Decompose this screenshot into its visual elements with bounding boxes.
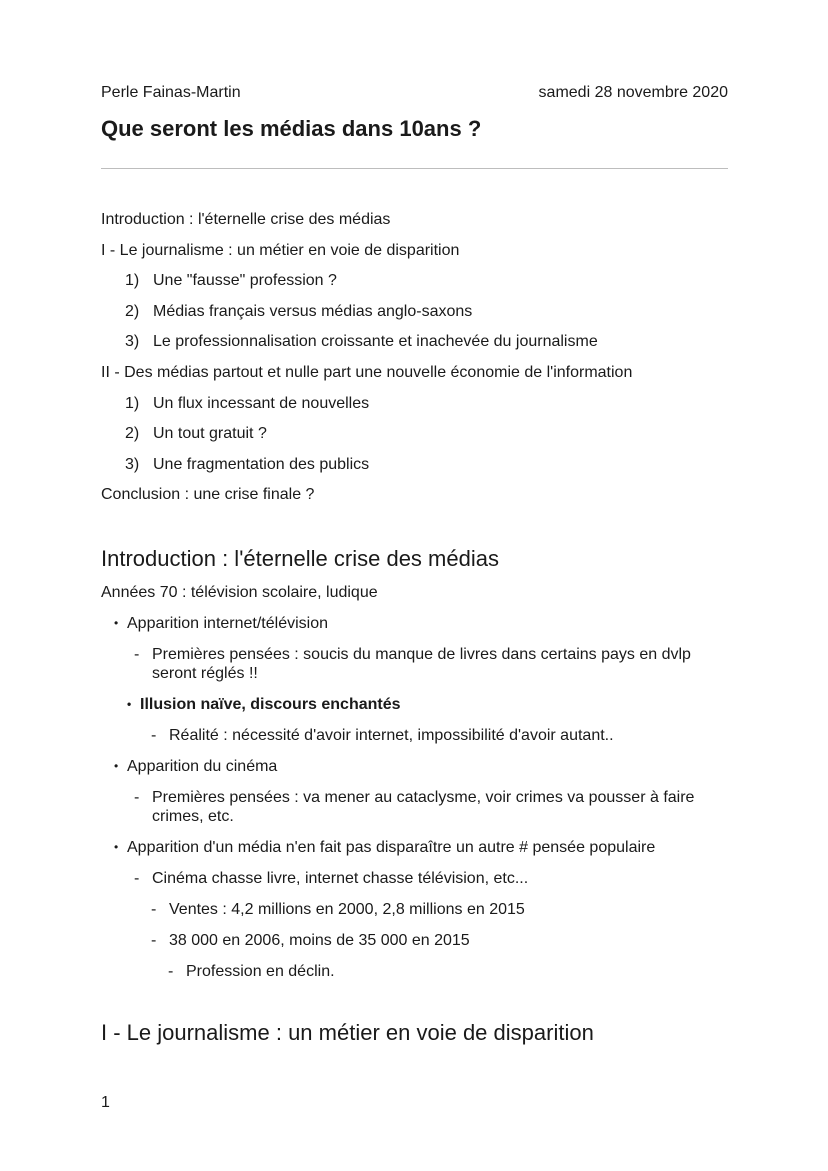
toc-item <box>101 455 728 486</box>
dash-item: - Cinéma chasse livre, internet chasse télévision, etc... <box>152 869 728 888</box>
bullet-item: • Apparition internet/télévision <box>127 614 728 633</box>
toc-part-1: I - Le journalisme : un métier en voie de disparition <box>101 241 460 259</box>
document-date: samedi 28 novembre 2020 <box>538 84 728 101</box>
document-title: Que seront les médias dans 10ans ? <box>101 116 482 141</box>
toc-item <box>101 424 728 455</box>
intro-heading: Introduction : l'éternelle crise des médias <box>101 546 499 571</box>
dash-item-continuation: crimes, etc. <box>152 808 234 825</box>
toc-item <box>101 332 728 363</box>
toc-intro: Introduction : l'éternelle crise des médias <box>101 211 391 228</box>
dash-item: - Profession en déclin. <box>186 962 728 981</box>
intro-section <box>101 546 728 980</box>
bullet-item: • Apparition d'un média n'en fait pas disparaître un autre # pensée populaire <box>127 838 728 857</box>
intro-body <box>101 583 728 981</box>
section-1 <box>101 1020 728 1046</box>
horizontal-divider <box>101 168 728 169</box>
dash-item-continuation: seront réglés !! <box>152 665 258 682</box>
toc-item-number: 3) <box>125 455 140 473</box>
page-number: 1 <box>101 1094 110 1111</box>
toc-item-text: Le professionnalisation croissante et inachevée du journalisme <box>153 333 598 351</box>
section-1-heading: I - Le journalisme : un métier en voie de disparition <box>101 1020 594 1045</box>
toc-conclusion: Conclusion : une crise finale ? <box>101 486 315 504</box>
dash-item: - Ventes : 4,2 millions en 2000, 2,8 millions en 2015 <box>169 900 728 919</box>
toc-item-number: 1) <box>125 272 140 290</box>
toc-item-text: Médias français versus médias anglo-saxons <box>153 302 473 320</box>
toc-item-number: 2) <box>125 425 140 443</box>
toc-item-number: 1) <box>125 394 140 412</box>
dash-item: - Réalité : nécessité d'avoir internet, impossibilité d'avoir autant.. <box>169 726 728 745</box>
toc-item <box>101 302 728 333</box>
intro-years-line: Années 70 : télévision scolaire, ludique <box>101 584 378 601</box>
dash-item-line: Premières pensées : soucis du manque de livres dans certains pays en dvlp <box>152 646 691 663</box>
toc-item-text: Un flux incessant de nouvelles <box>153 394 370 412</box>
author-name: Perle Fainas-Martin <box>101 84 241 101</box>
toc-item-text: Un tout gratuit ? <box>153 425 267 443</box>
toc-item <box>101 271 728 302</box>
dash-item <box>152 645 728 664</box>
toc-item-text: Une fragmentation des publics <box>153 455 370 473</box>
toc-item-text: Une "fausse" profession ? <box>153 272 337 290</box>
dash-item: - 38 000 en 2006, moins de 35 000 en 2015 <box>169 931 728 950</box>
toc-item-number: 3) <box>125 333 140 351</box>
toc-item-number: 2) <box>125 302 140 320</box>
bullet-item-bold: • Illusion naïve, discours enchantés <box>140 695 728 714</box>
toc-part-2: II - Des médias partout et nulle part une nouvelle économie de l'information <box>101 363 633 381</box>
toc-item <box>101 394 728 425</box>
dash-item: - Premières pensées : va mener au cataclysme, voir crimes va pousser à faire <box>152 788 728 807</box>
bullet-item: • Apparition du cinéma <box>127 757 728 776</box>
document-header <box>101 84 728 102</box>
table-of-contents <box>101 210 728 516</box>
